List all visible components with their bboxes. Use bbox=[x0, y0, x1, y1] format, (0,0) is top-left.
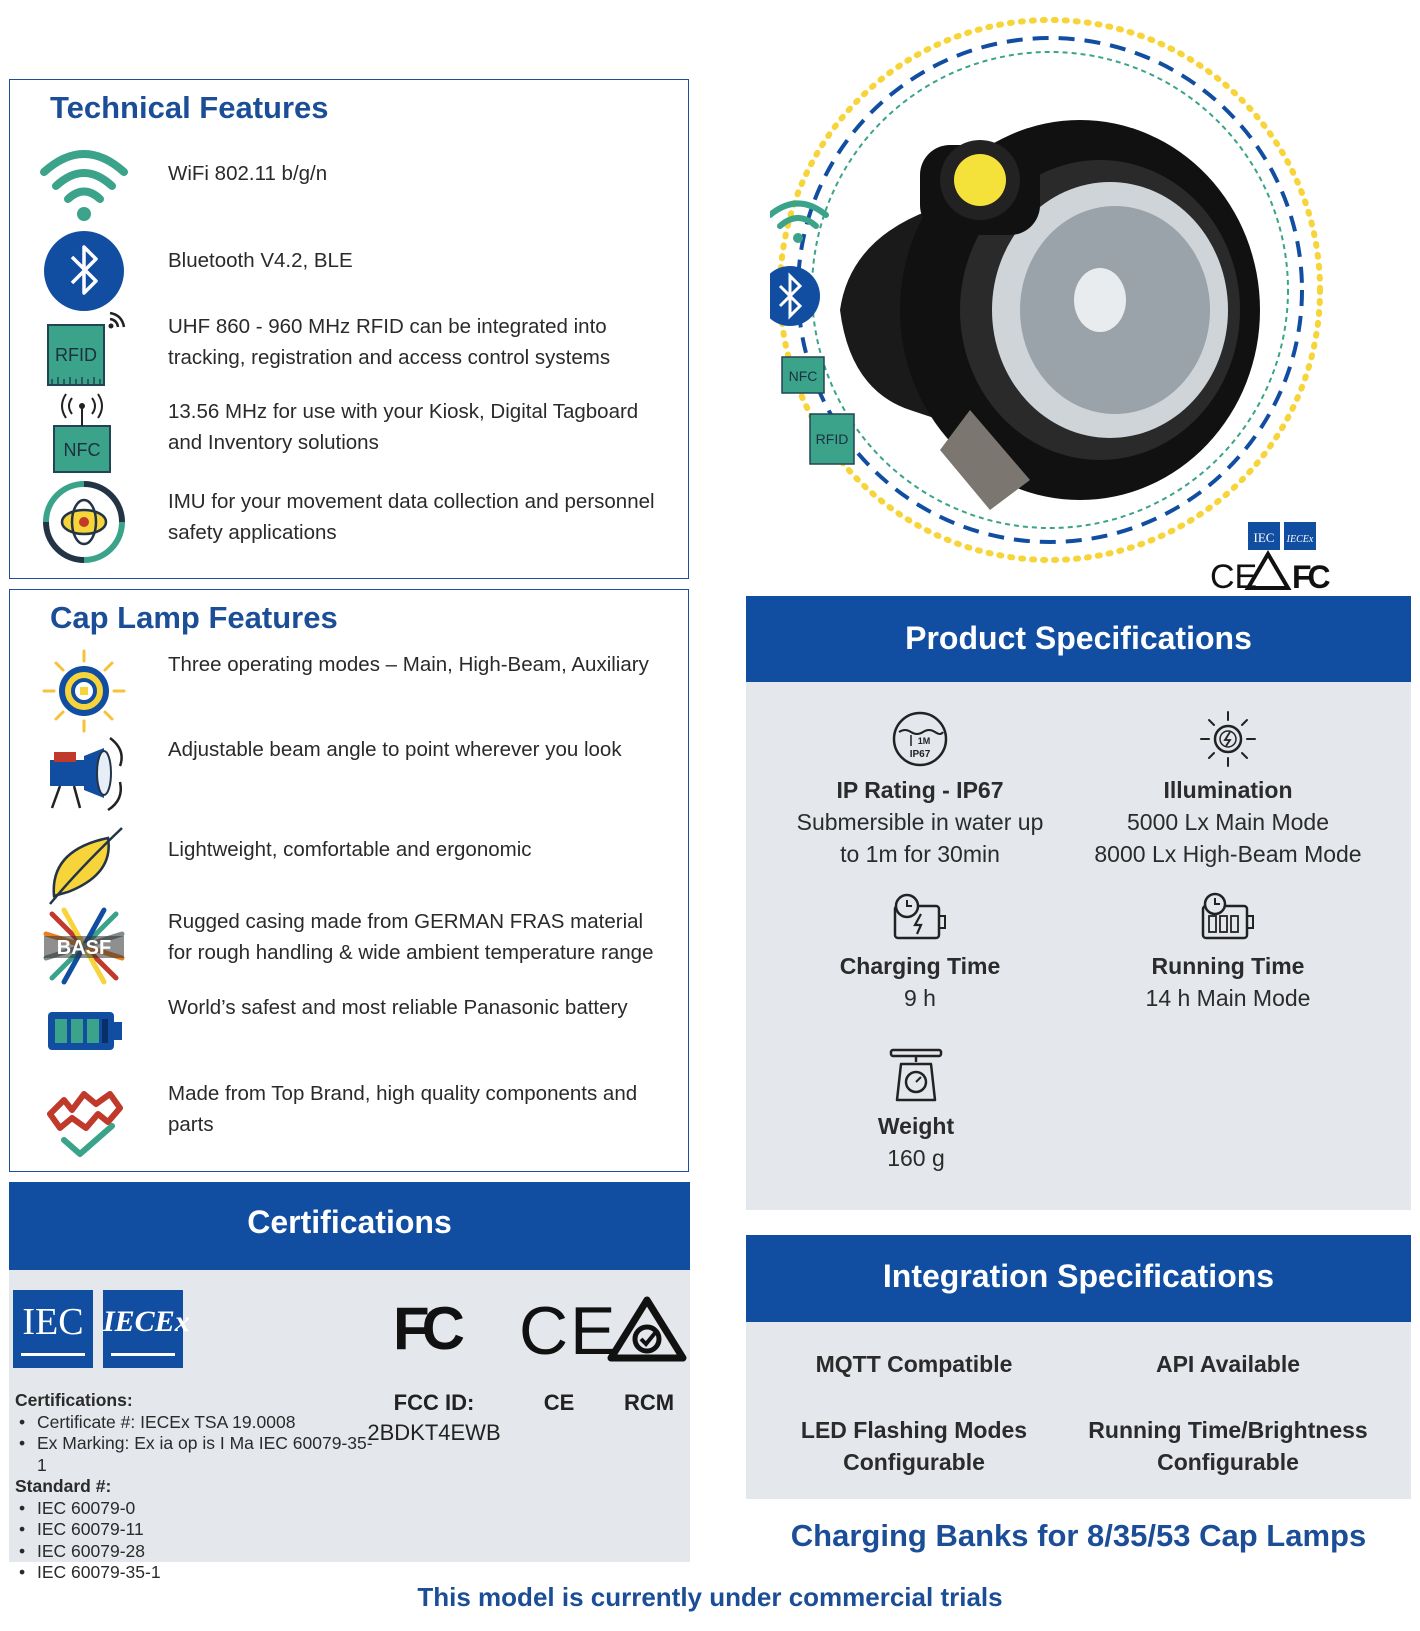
integration-specs-title: Integration Specifications bbox=[882, 1258, 1275, 1294]
standard-item: • IEC 60079-35-1 bbox=[15, 1562, 375, 1584]
spec-running-time bbox=[1078, 892, 1378, 1014]
iecex-logo: IECEx bbox=[103, 1290, 183, 1368]
spec-title: IP Rating - IP67 bbox=[836, 777, 1004, 803]
integration-specs-header bbox=[746, 1235, 1411, 1322]
spec-value: 160 g bbox=[887, 1145, 945, 1171]
product-specs-body bbox=[746, 682, 1411, 1210]
integration-item-running-time bbox=[1078, 1414, 1378, 1478]
standard-item: • IEC 60079-11 bbox=[15, 1519, 375, 1541]
adjustable-beam-icon bbox=[38, 730, 130, 822]
imu-icon bbox=[38, 476, 130, 568]
cap-lamp-features-panel bbox=[9, 589, 689, 1172]
spec-value: 14 h Main Mode bbox=[1145, 985, 1311, 1011]
integration-text: Configurable bbox=[1157, 1449, 1299, 1475]
feature-wifi bbox=[10, 142, 688, 222]
wifi-icon bbox=[38, 142, 130, 234]
standard-item: • IEC 60079-0 bbox=[15, 1498, 375, 1520]
fcc-id-label: FCC ID: bbox=[393, 1390, 475, 1415]
footer-note: This model is currently under commercial trials bbox=[417, 1582, 1003, 1612]
feature-rugged bbox=[10, 900, 688, 980]
spec-weight bbox=[766, 1046, 1066, 1174]
spec-value: 5000 Lx Main Mode bbox=[1126, 809, 1329, 835]
sun-mode-icon bbox=[38, 645, 130, 737]
feature-text: Adjustable beam angle to point wherever you look bbox=[168, 738, 622, 761]
running-time-icon bbox=[1199, 892, 1257, 944]
charging-icon bbox=[891, 892, 949, 944]
bluetooth-icon bbox=[38, 225, 130, 317]
feature-rfid bbox=[10, 305, 688, 385]
rcm-logo bbox=[607, 1294, 687, 1364]
svg-text:RFID: RFID bbox=[55, 345, 97, 365]
spec-value: to 1m for 30min bbox=[840, 841, 1000, 867]
technical-features-title: Technical Features bbox=[50, 90, 329, 125]
cap-lamp-features-title: Cap Lamp Features bbox=[50, 600, 338, 635]
svg-text:IP67: IP67 bbox=[909, 749, 931, 760]
illumination-icon bbox=[1199, 710, 1257, 768]
feature-battery bbox=[10, 988, 688, 1068]
quality-icon bbox=[38, 1074, 130, 1166]
feature-text: Lightweight, comfortable and ergonomic bbox=[168, 838, 532, 861]
feature-text: Three operating modes – Main, High-Beam, Auxiliary bbox=[168, 653, 649, 676]
ip67-icon bbox=[891, 710, 949, 768]
feature-text: WiFi 802.11 b/g/n bbox=[168, 162, 328, 185]
product-specs-header bbox=[746, 596, 1411, 682]
spec-value: 8000 Lx High-Beam Mode bbox=[1094, 841, 1362, 867]
feature-modes bbox=[10, 645, 688, 725]
svg-text:NFC: NFC bbox=[788, 368, 818, 384]
hero-ce-badge: CE bbox=[1210, 558, 1258, 596]
hero-bluetooth-icon bbox=[770, 266, 820, 326]
iec-logo: IEC bbox=[13, 1290, 93, 1368]
feather-icon bbox=[38, 820, 130, 912]
svg-text:BASF: BASF bbox=[56, 937, 112, 959]
integration-item-mqtt bbox=[764, 1348, 1064, 1380]
certifications-header bbox=[9, 1182, 690, 1270]
certifications-details bbox=[15, 1390, 375, 1584]
basf-icon bbox=[38, 900, 130, 992]
integration-text: API Available bbox=[1155, 1351, 1301, 1377]
spec-ip-rating bbox=[770, 710, 1070, 870]
certifications-body bbox=[9, 1270, 690, 1582]
hero-nfc-icon bbox=[782, 357, 824, 393]
standard-item: • IEC 60079-28 bbox=[15, 1541, 375, 1563]
certifications-title: Certifications bbox=[247, 1204, 452, 1240]
feature-text: UHF 860 - 960 MHz RFID can be integrated into tracking, registration and access control systems bbox=[168, 315, 611, 369]
hero-fc-badge: FC bbox=[1292, 559, 1327, 595]
svg-text:NFC: NFC bbox=[63, 440, 101, 460]
hero-wifi-icon bbox=[770, 204, 826, 244]
battery-icon bbox=[38, 988, 130, 1080]
charging-banks-heading: Charging Banks for 8/35/53 Cap Lamps bbox=[790, 1518, 1367, 1553]
cert-item: • Certificate #: IECEx TSA 19.0008 bbox=[15, 1412, 375, 1434]
certifications-heading: Certifications: bbox=[15, 1390, 133, 1410]
integration-text: Running Time/Brightness bbox=[1088, 1417, 1368, 1443]
nfc-icon bbox=[38, 390, 130, 482]
spec-illumination bbox=[1078, 710, 1378, 870]
spec-charging-time bbox=[770, 892, 1070, 1014]
svg-text:IEC: IEC bbox=[1253, 530, 1275, 545]
feature-text: Rugged casing made from GERMAN FRAS material for rough handling & wide ambient temperature range bbox=[168, 910, 654, 964]
feature-text: World’s safest and most reliable Panasonic battery bbox=[168, 996, 628, 1019]
feature-text: Made from Top Brand, high quality components and parts bbox=[168, 1082, 638, 1136]
technical-features-panel bbox=[9, 79, 689, 579]
feature-quality bbox=[10, 1074, 688, 1154]
spec-title: Illumination bbox=[1163, 777, 1293, 803]
integration-text: LED Flashing Modes bbox=[800, 1417, 1028, 1443]
integration-item-api bbox=[1078, 1348, 1378, 1380]
weight-icon bbox=[887, 1046, 945, 1104]
rfid-icon bbox=[38, 305, 130, 397]
spec-title: Weight bbox=[877, 1113, 955, 1139]
spec-value: Submersible in water up bbox=[796, 809, 1044, 835]
integration-text: Configurable bbox=[843, 1449, 985, 1475]
ce-label: CE bbox=[543, 1390, 575, 1415]
integration-text: MQTT Compatible bbox=[815, 1351, 1013, 1377]
integration-specs-body bbox=[746, 1322, 1411, 1499]
spec-title: Running Time bbox=[1151, 953, 1305, 979]
feature-lightweight bbox=[10, 820, 688, 900]
rcm-label: RCM bbox=[623, 1390, 675, 1415]
integration-item-led bbox=[764, 1414, 1064, 1478]
spec-value: 9 h bbox=[904, 985, 936, 1011]
product-specs-title: Product Specifications bbox=[905, 620, 1252, 656]
svg-text:1M: 1M bbox=[917, 736, 931, 746]
feature-bluetooth bbox=[10, 225, 688, 305]
feature-text: IMU for your movement data collection and personnel safety applications bbox=[168, 490, 655, 544]
hero-rfid-icon bbox=[810, 414, 854, 464]
feature-nfc bbox=[10, 390, 688, 470]
feature-text: 13.56 MHz for use with your Kiosk, Digital Tagboard and Inventory solutions bbox=[168, 400, 639, 454]
cert-item: • Ex Marking: Ex ia op is I Ma IEC 60079-35-1 bbox=[15, 1433, 375, 1476]
fc-logo: FC bbox=[393, 1295, 457, 1362]
feature-beam bbox=[10, 730, 688, 810]
fcc-id-value: 2BDKT4EWB bbox=[367, 1420, 501, 1445]
feature-imu bbox=[10, 476, 688, 556]
svg-text:RFID: RFID bbox=[815, 431, 849, 447]
spec-title: Charging Time bbox=[839, 953, 1001, 979]
ce-logo: CE bbox=[519, 1293, 618, 1369]
svg-text:IECEx: IECEx bbox=[1286, 534, 1314, 545]
cap-lamp-hero-image bbox=[770, 10, 1370, 600]
standard-heading: Standard #: bbox=[15, 1476, 112, 1496]
feature-text: Bluetooth V4.2, BLE bbox=[168, 249, 353, 272]
